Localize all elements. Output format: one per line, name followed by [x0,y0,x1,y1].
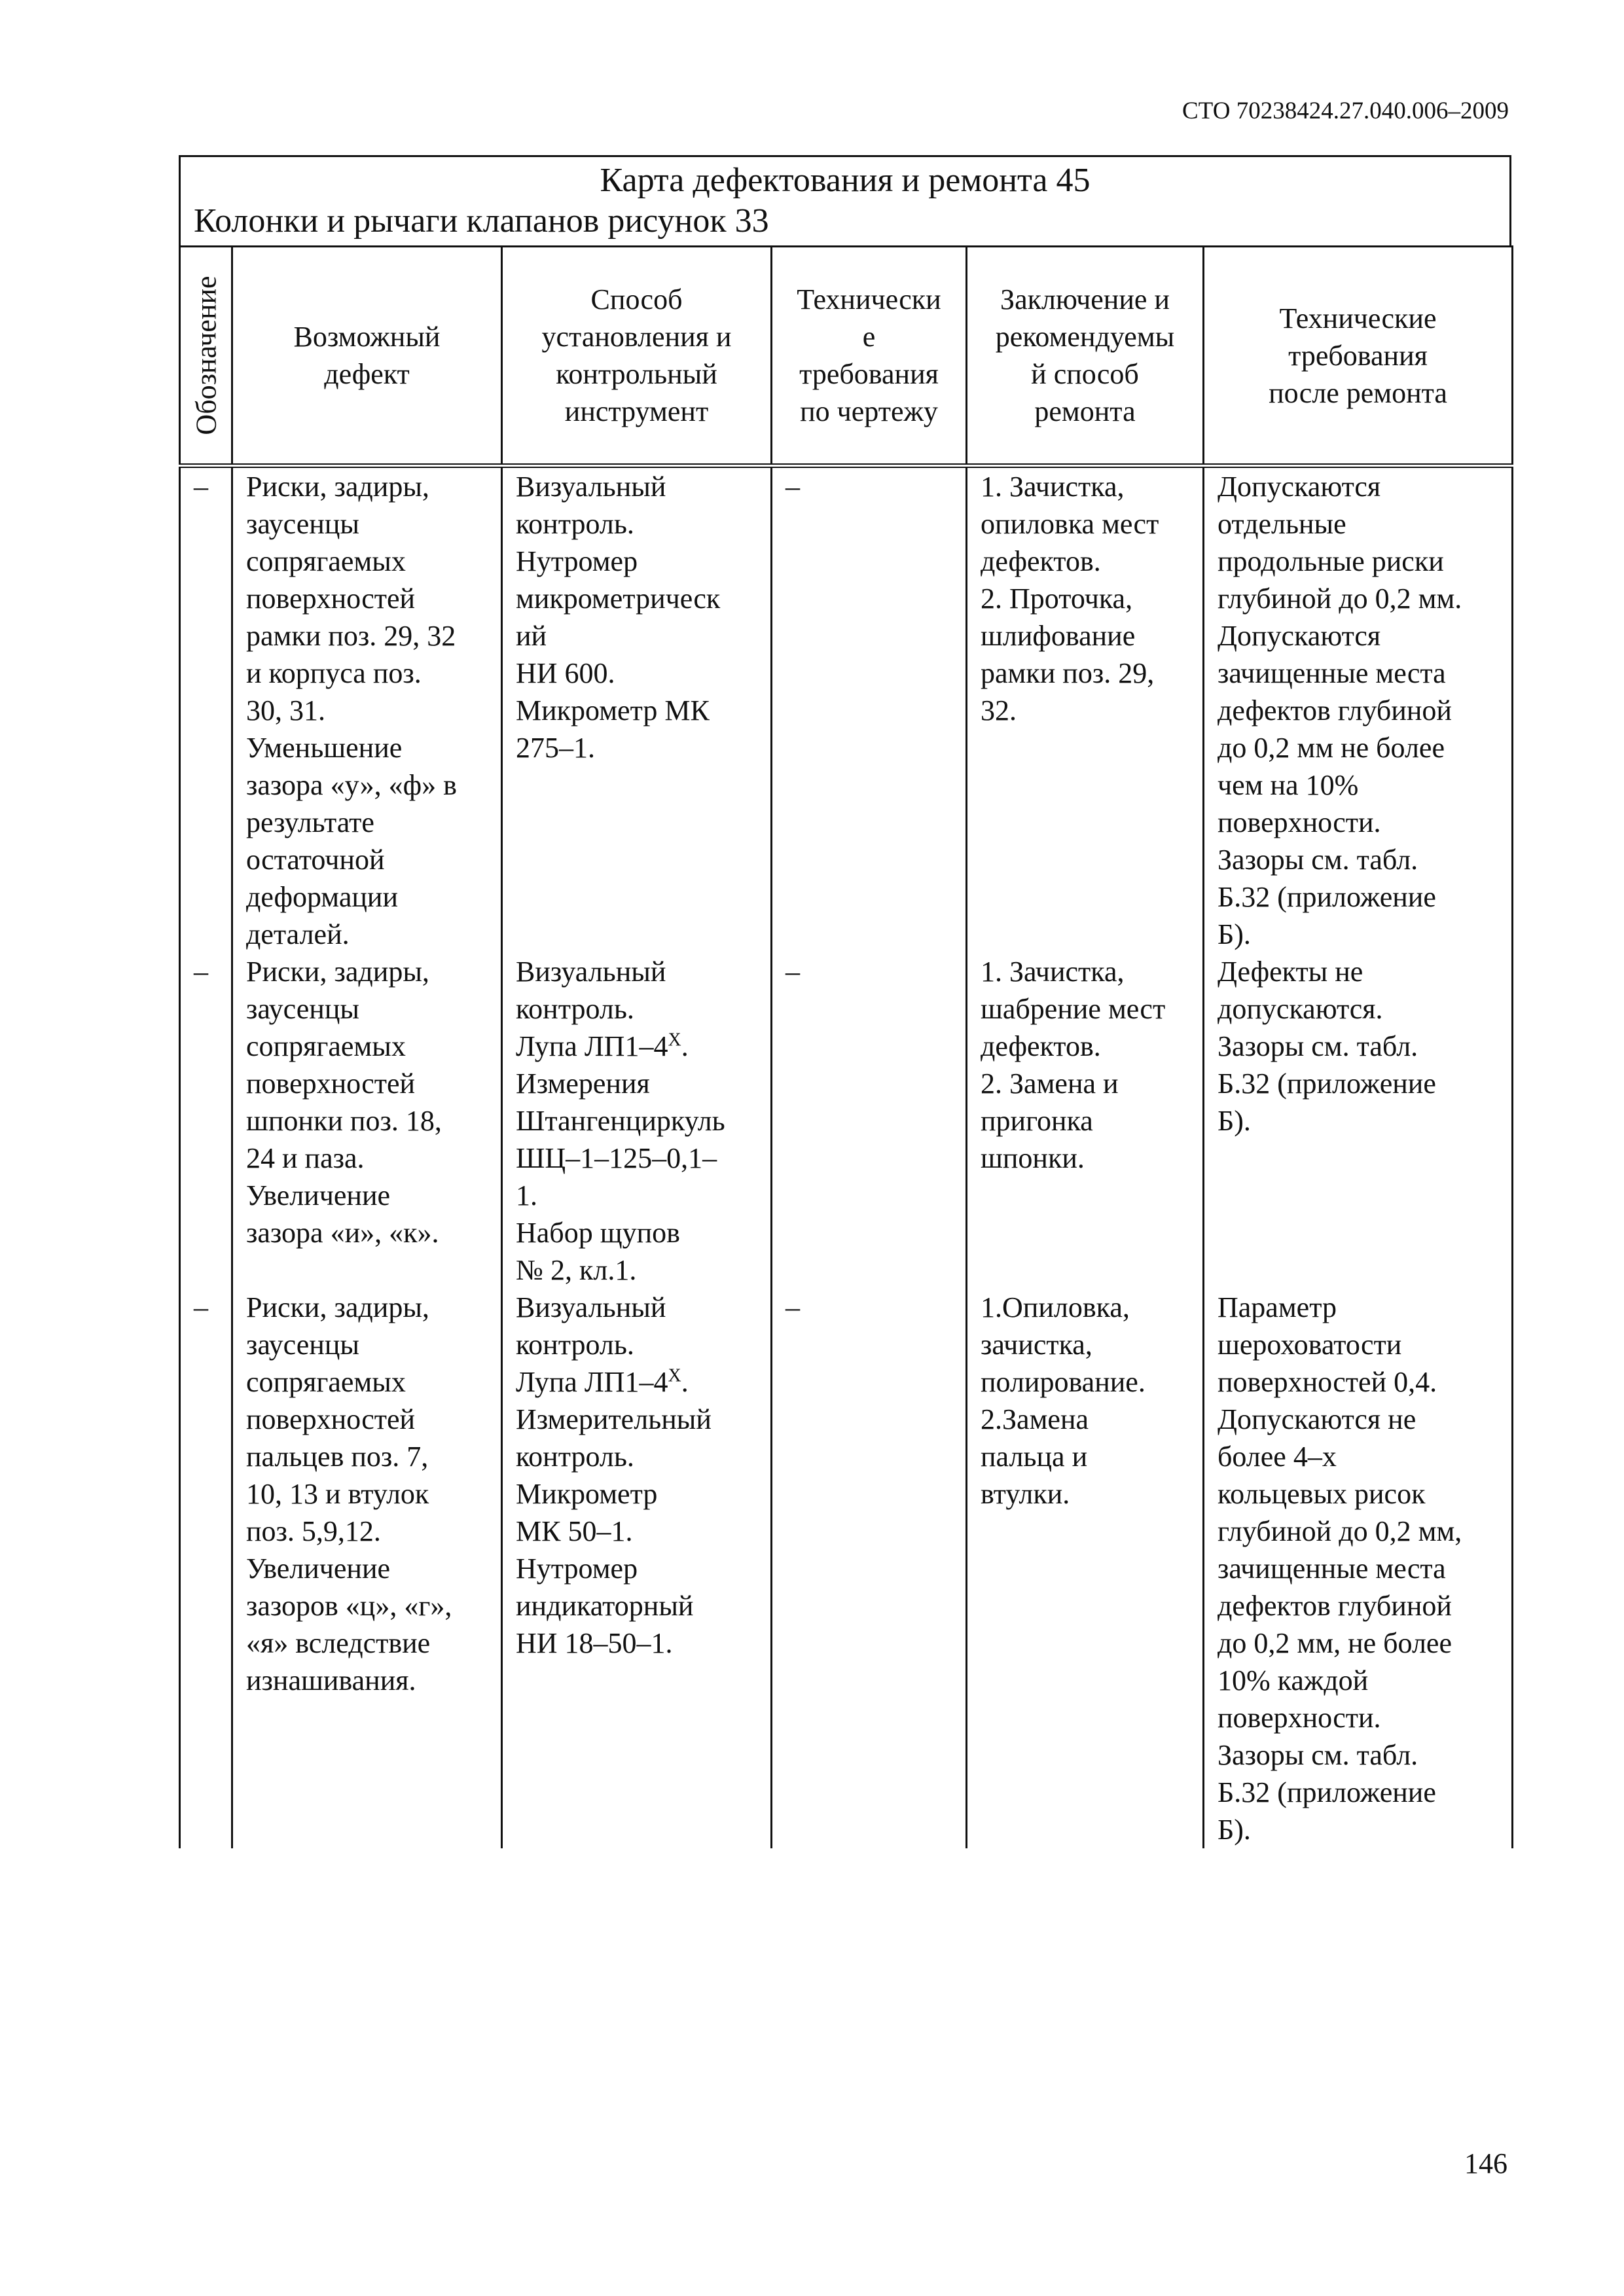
text-line: поверхностей [246,583,416,615]
text-line: поверхности. [1218,806,1381,838]
designation-cell: – [180,953,232,1289]
after-repair-cell [1204,466,1513,954]
text-line: изнашивания. [246,1664,416,1696]
col-drawing-req-header [772,247,967,466]
text-line: поверхностей [246,1403,416,1435]
text-line: зачистка, [981,1329,1092,1361]
lens-line: Лупа $ЛП1-4^X$. [516,1365,689,1398]
drawing-req-cell: – [772,466,967,954]
col-after-repair-header [1204,247,1513,466]
text-line: Допускаются [1218,471,1381,503]
text-line: Допускаются не [1218,1403,1416,1435]
text-line: Визуальный [516,471,666,503]
designation-cell: – [180,1289,232,1848]
drawing-req-cell: – [772,1289,967,1848]
text-line: 10% каждой [1218,1664,1369,1696]
text-line: контроль. [516,1329,634,1361]
text-line: зазора «у», «ф» в [246,769,457,801]
text-line: НИ 18–50–1. [516,1627,673,1659]
text-line: 2.Замена [981,1403,1089,1435]
text-line: «я» вследствие [246,1627,431,1659]
text-line: ШЦ–1–125–0,1– [516,1142,717,1174]
table-row [180,1289,1513,1848]
text-line: результате [246,806,374,838]
text-line: е [862,321,876,353]
text-line: Нутромер [516,1552,638,1585]
col-designation-header [180,247,232,466]
col-designation-label: Обозначение [190,276,222,435]
text-line: контроль. [516,993,634,1025]
text-line: Штангенциркуль [516,1105,725,1137]
drawing-req-cell: – [772,953,967,1289]
text-line: поверхностей 0,4. [1218,1366,1437,1398]
text-line: пальцев поз. 7, [246,1441,429,1473]
text-line: 2. Проточка, [981,583,1133,615]
text-line: дефектов глубиной [1218,1590,1452,1622]
text-line: Измерительный [516,1403,712,1435]
text-line: опиловка мест [981,508,1159,540]
text-line: Визуальный [516,956,666,988]
text-line: зачищенные места [1218,1552,1446,1585]
text-line: 2. Замена и [981,1067,1119,1100]
text-line: рекомендуемы [995,321,1175,353]
defect-cell [232,466,502,954]
text-line: контроль. [516,508,634,540]
text-line: Увеличение [246,1179,391,1211]
text-line: пригонка [981,1105,1093,1137]
text-line: ий [516,620,547,652]
text-line: индикаторный [516,1590,694,1622]
method-cell [502,953,772,1289]
text-line: й способ [1031,358,1139,390]
text-line: шпонки поз. 18, [246,1105,442,1137]
page-number: 146 [1464,2147,1507,2179]
defect-table [179,245,1513,1848]
text-line: Зазоры см. табл. [1218,1739,1418,1771]
text-line: заусенцы [246,1329,359,1361]
text-line: шероховатости [1218,1329,1402,1361]
text-line: требования [1288,339,1428,372]
text-line: Б.32 (приложение [1218,1776,1436,1808]
text-line: шабрение мест [981,993,1166,1025]
conclusion-cell [967,466,1204,954]
text-line: 1. Зачистка, [981,471,1125,503]
document-code: СТО 70238424.27.040.006–2009 [1182,98,1509,124]
text-line: Уменьшение [246,732,403,764]
text-line: пальца и [981,1441,1088,1473]
text-line: поверхности. [1218,1702,1381,1734]
text-line: МК 50–1. [516,1515,633,1547]
text-line: Б). [1218,918,1251,950]
text-line: Измерения [516,1067,650,1100]
text-line: Набор щупов [516,1217,680,1249]
text-line: контроль. [516,1441,634,1473]
text-line: Технически [797,283,941,315]
table-header-row [180,247,1513,466]
defect-cell [232,1289,502,1848]
text-line: Дефекты не [1218,956,1363,988]
text-line: шлифование [981,620,1136,652]
text-line: полирование. [981,1366,1146,1398]
text-line: более 4–х [1218,1441,1337,1473]
text-line: 1.Опиловка, [981,1291,1130,1323]
text-line: зачищенные места [1218,657,1446,689]
text-line: рамки поз. 29, [981,657,1155,689]
text-line: зазоров «ц», «г», [246,1590,452,1622]
text-line: и корпуса поз. [246,657,422,689]
text-line: остаточной [246,844,385,876]
text-line: Допускаются [1218,620,1381,652]
text-line: 1. Зачистка, [981,956,1125,988]
defect-card [179,155,1511,1850]
text-line: инструмент [564,395,709,427]
text-line: Зазоры см. табл. [1218,1030,1418,1062]
text-line: 275–1. [516,732,595,764]
text-line: рамки поз. 29, 32 [246,620,456,652]
text-line: глубиной до 0,2 мм. [1218,583,1462,615]
text-line: Риски, задиры, [246,471,429,503]
table-row [180,953,1513,1289]
text-line: чем на 10% [1218,769,1359,801]
text-line: Риски, задиры, [246,956,429,988]
text-line: Способ [590,283,683,315]
text-line: сопрягаемых [246,545,406,577]
text-line: Нутромер [516,545,638,577]
text-line: Б.32 (приложение [1218,881,1436,913]
text-line: Зазоры см. табл. [1218,844,1418,876]
text-line: НИ 600. [516,657,615,689]
defect-cell [232,953,502,1289]
card-title: Карта дефектования и ремонта 45 [600,162,1091,199]
text-line: дефектов. [981,545,1101,577]
text-line: сопрягаемых [246,1030,406,1062]
designation-cell: – [180,466,232,954]
text-line: глубиной до 0,2 мм, [1218,1515,1462,1547]
table-row [180,466,1513,954]
method-cell [502,1289,772,1848]
text-line: поз. 5,9,12. [246,1515,381,1547]
text-line: Микрометр [516,1478,658,1510]
col-defect-header [232,247,502,466]
text-line: микрометрическ [516,583,721,615]
lens-line: Лупа $ЛП1-4^X$. [516,1030,689,1062]
text-line: шпонки. [981,1142,1085,1174]
text-line: 1. [516,1179,537,1211]
text-line: контрольный [556,358,717,390]
text-line: сопрягаемых [246,1366,406,1398]
text-line: № 2, кл.1. [516,1254,637,1286]
text-line: поверхностей [246,1067,416,1100]
text-line: продольные риски [1218,545,1444,577]
text-line: ремонта [1034,395,1136,427]
text-line: Б). [1218,1105,1251,1137]
text-line: Риски, задиры, [246,1291,429,1323]
text-line: Б). [1218,1814,1251,1846]
conclusion-cell [967,1289,1204,1848]
text-line: Микрометр МК [516,694,710,726]
text-line: до 0,2 мм, не более [1218,1627,1452,1659]
after-repair-cell [1204,953,1513,1289]
text-line: заусенцы [246,993,359,1025]
text-line: кольцевых рисок [1218,1478,1426,1510]
text-line: Технические [1279,302,1437,334]
text-line: до 0,2 мм не более [1218,732,1445,764]
text-line: Параметр [1218,1291,1337,1323]
text-line: Увеличение [246,1552,391,1585]
text-line: требования [799,358,939,390]
text-line: Возможный [293,321,441,353]
text-line: 32. [981,694,1017,726]
method-cell [502,466,772,954]
text-line: Визуальный [516,1291,666,1323]
text-line: втулки. [981,1478,1070,1510]
text-line: 30, 31. [246,694,325,726]
text-line: деталей. [246,918,350,950]
text-line: отдельные [1218,508,1346,540]
text-line: заусенцы [246,508,359,540]
after-repair-cell [1204,1289,1513,1848]
text-line: дефектов глубиной [1218,694,1452,726]
text-line: Заключение и [1000,283,1170,315]
text-line: 10, 13 и втулок [246,1478,429,1510]
text-line: 24 и паза. [246,1142,365,1174]
text-line: дефект [324,358,410,390]
text-line: Б.32 (приложение [1218,1067,1436,1100]
card-title-block [179,155,1511,245]
card-subtitle: Колонки и рычаги клапанов рисунок 33 [194,202,769,240]
text-line: деформации [246,881,399,913]
text-line: по чертежу [800,395,938,427]
col-conclusion-header [967,247,1204,466]
text-line: после ремонта [1269,376,1447,409]
col-method-header [502,247,772,466]
conclusion-cell [967,953,1204,1289]
text-line: зазора «и», «к». [246,1217,439,1249]
text-line: допускаются. [1218,993,1383,1025]
text-line: установления и [541,321,732,353]
text-line: дефектов. [981,1030,1101,1062]
